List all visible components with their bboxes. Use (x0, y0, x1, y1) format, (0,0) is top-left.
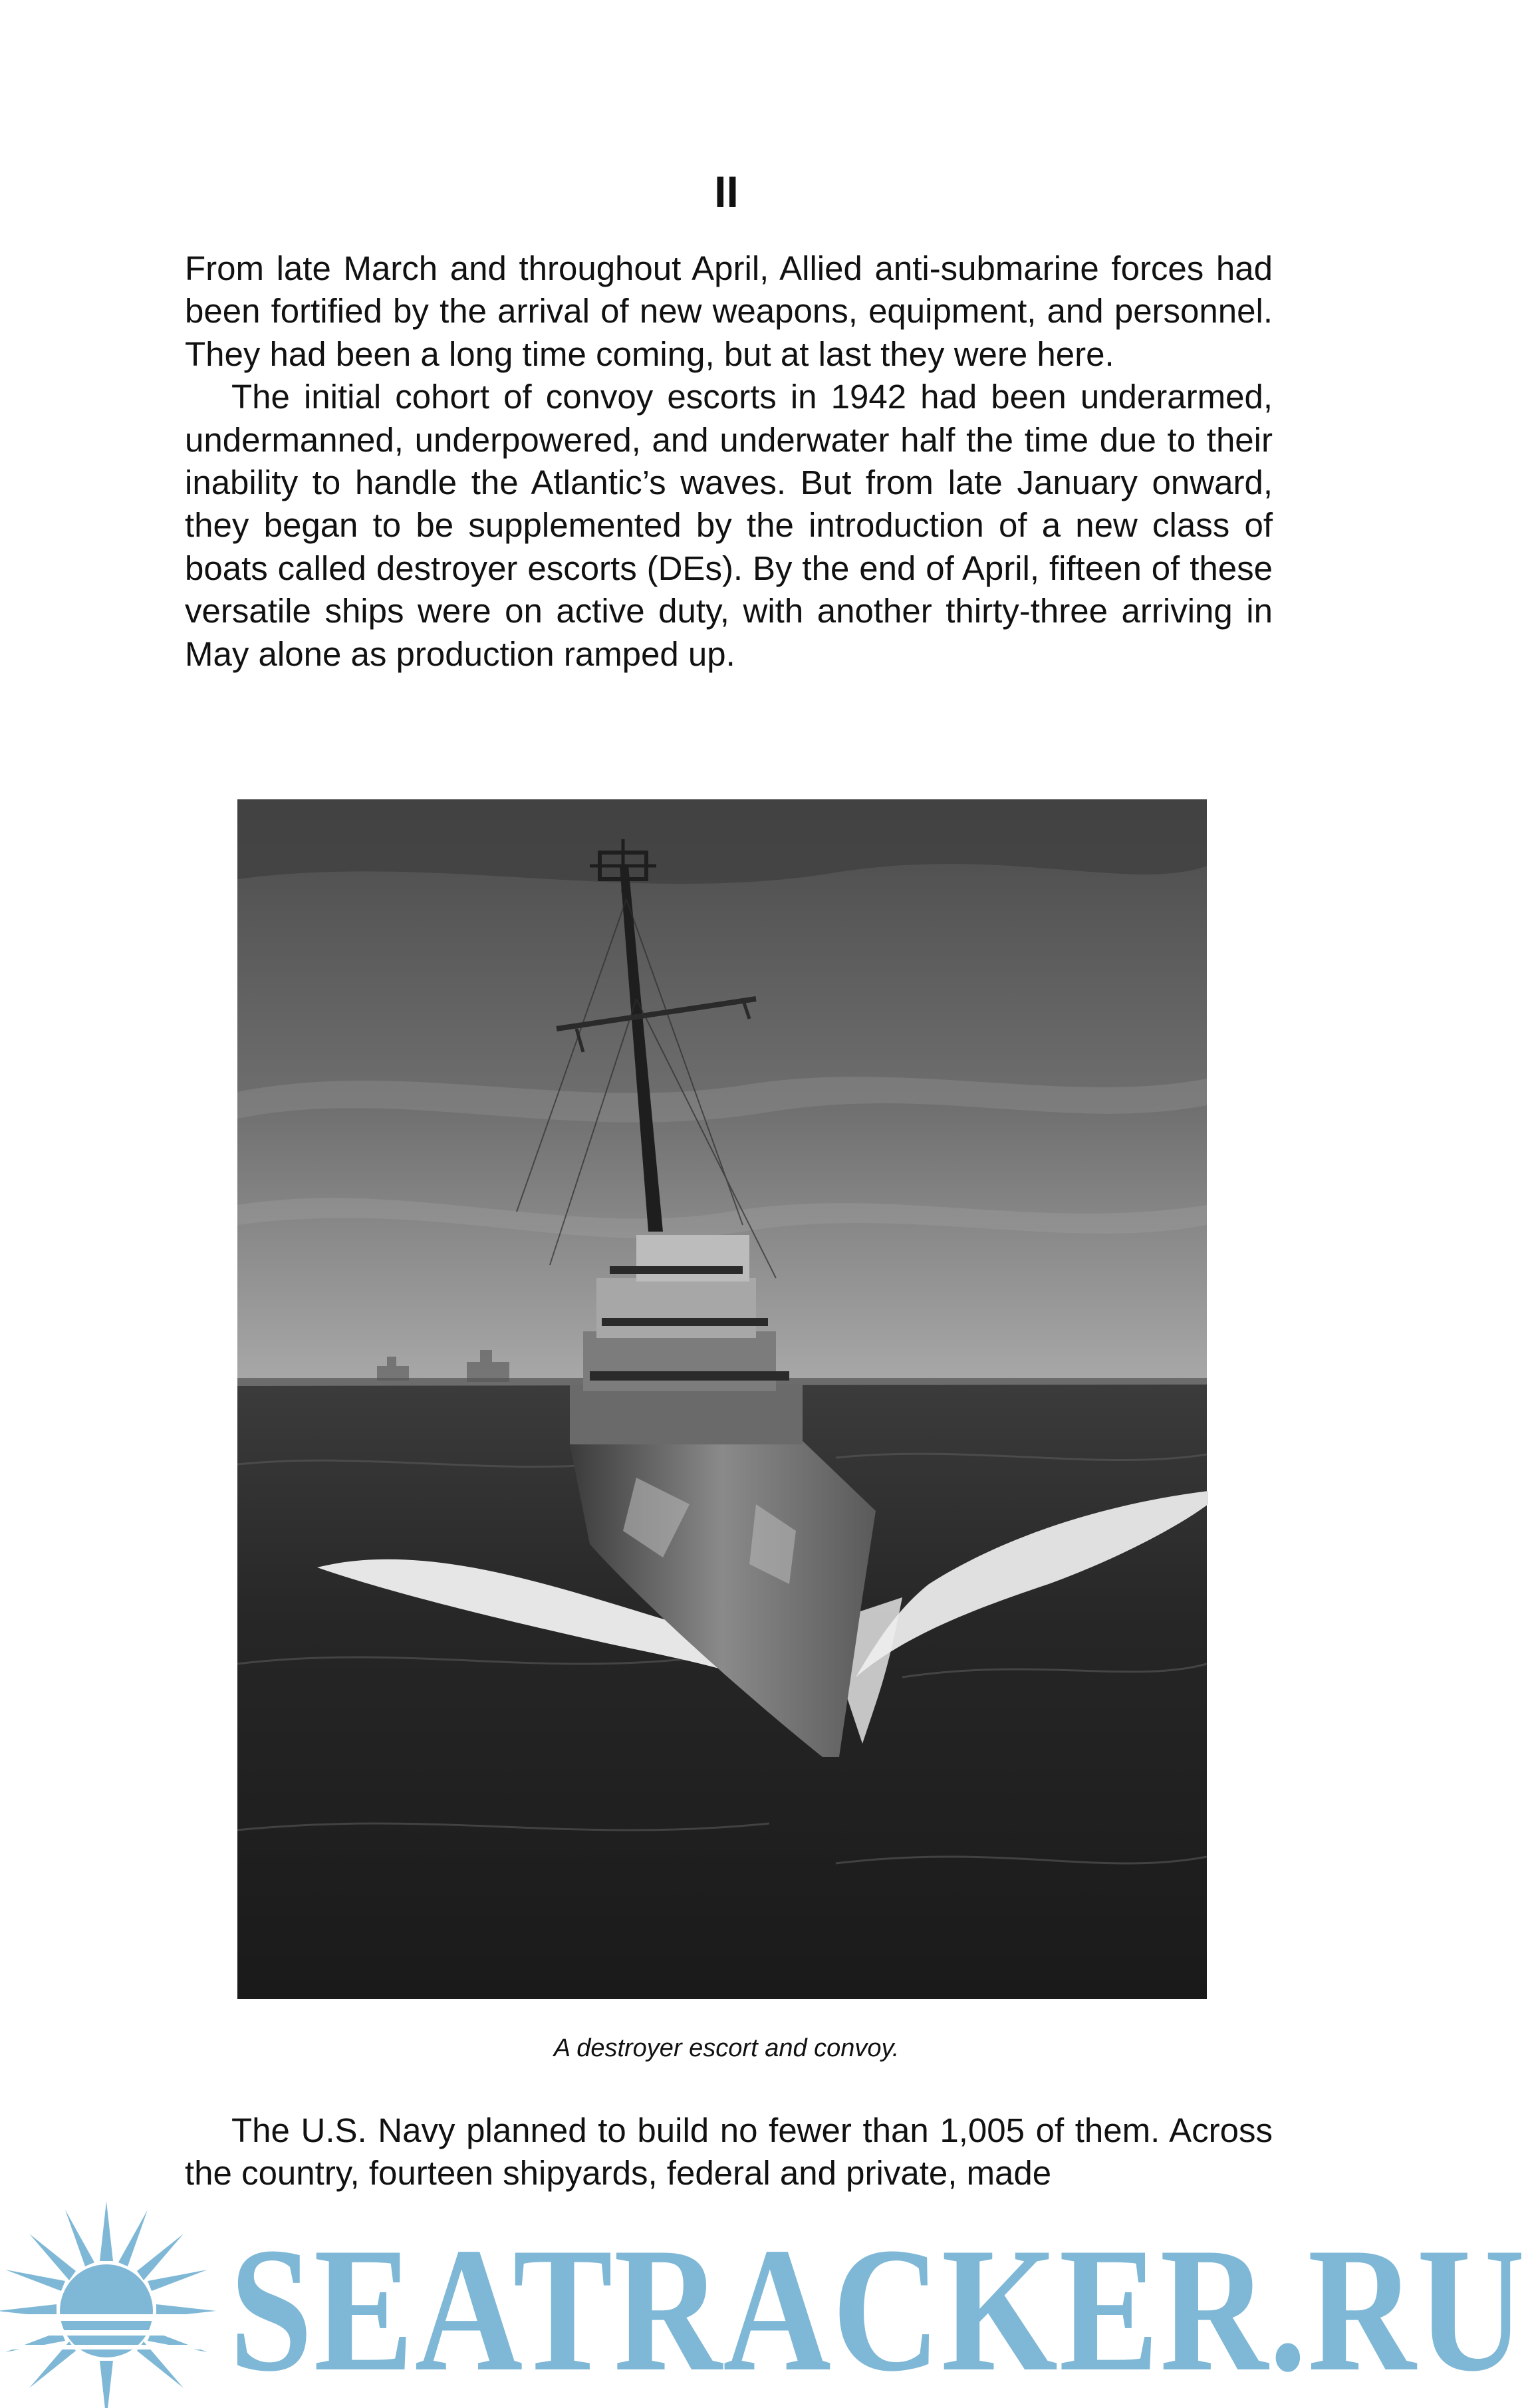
section-marker: II (714, 167, 739, 216)
figure-caption: A destroyer escort and convoy. (553, 2034, 900, 2062)
body-text-bottom (185, 2109, 1273, 2195)
paragraph: The initial cohort of convoy escorts in 1942 had been underarmed, undermanned, underpowered, and underwater half the time due to their inability to handle the Atlantic’s waves. But from late January onward, they began to be supplemented by the introduction of a new class of boats called destroyer escorts (DEs). By the end of April, fifteen of these versatile ships were on active duty, with another thirty-three arriving in May alone as production ramped up. (185, 378, 1273, 673)
watermark (0, 2188, 1526, 2408)
paragraph: The U.S. Navy planned to build no fewer than 1,005 of them. Across the country, fourteen shipyards, federal and private, made (185, 2111, 1273, 2193)
destroyer-escort-photo (237, 799, 1207, 1999)
sun-rays-icon (0, 2188, 219, 2402)
body-text-top (185, 247, 1273, 676)
watermark-text: SEATRACKER.RU (229, 2210, 1526, 2408)
paragraph: From late March and throughout April, Allied anti-submarine forces had been fortified by the arrival of new weapons, equipment, and personnel. They had been a long time coming, but at last they were here. (185, 249, 1273, 373)
